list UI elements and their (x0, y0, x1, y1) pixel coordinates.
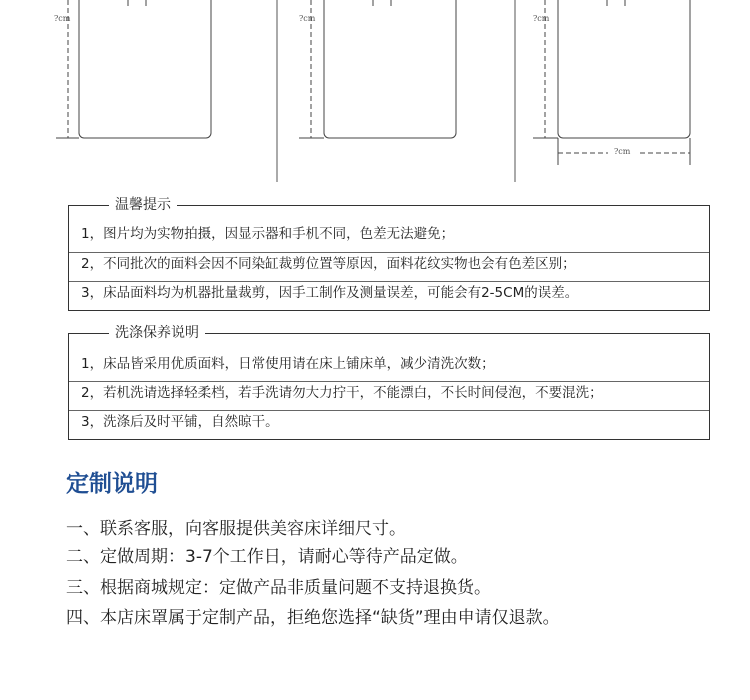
custom-item-2: 二、定做周期：3-7个工作日，请耐心等待产品定做。 (66, 547, 468, 567)
notice-item-1: 1，图片均为实物拍摄，因显示器和手机不同，色差无法避免； (81, 226, 455, 242)
notice-item-3: 3，床品面料均为机器批量裁剪，因手工制作及测量误差，可能会有2-5CM的误差。 (81, 285, 579, 301)
notice-box (68, 197, 710, 311)
custom-item-3: 三、根据商城规定：定做产品非质量问题不支持退换货。 (66, 578, 491, 598)
care-box (68, 325, 710, 440)
dimension-label-3: ?cm (533, 14, 550, 23)
care-item-2: 2，若机洗请选择轻柔档，若手洗请勿大力拧干，不能漂白，不长时间侵泡，不要混洗； (81, 385, 603, 401)
notice-item-2: 2，不同批次的面料会因不同染缸裁剪位置等原因，面料花纹实物也会有色差区别； (81, 256, 576, 272)
care-title: 洗涤保养说明 (109, 324, 205, 342)
notice-divider-1 (69, 252, 709, 253)
bed-cover-outline-3 (558, 0, 690, 138)
care-item-1: 1，床品皆采用优质面料，日常使用请在床上铺床单，减少清洗次数； (81, 356, 495, 372)
bed-cover-outline-2 (324, 0, 456, 138)
care-divider-2 (69, 410, 709, 411)
notice-divider-2 (69, 281, 709, 282)
dimension-label-1: ?cm (54, 14, 71, 23)
care-item-3: 3，洗涤后及时平铺，自然晾干。 (81, 414, 279, 430)
dimension-label-2: ?cm (299, 14, 316, 23)
custom-section-title: 定制说明 (66, 470, 158, 497)
size-diagrams (0, 0, 750, 185)
dimension-label-width: ?cm (614, 147, 631, 156)
bed-cover-diagrams (0, 0, 750, 185)
custom-item-4: 四、本店床罩属于定制产品，拒绝您选择“缺货”理由申请仅退款。 (66, 608, 560, 628)
care-divider-1 (69, 381, 709, 382)
bed-cover-outline-1 (79, 0, 211, 138)
notice-title: 温馨提示 (109, 196, 177, 214)
custom-item-1: 一、联系客服，向客服提供美容床详细尺寸。 (66, 519, 406, 539)
